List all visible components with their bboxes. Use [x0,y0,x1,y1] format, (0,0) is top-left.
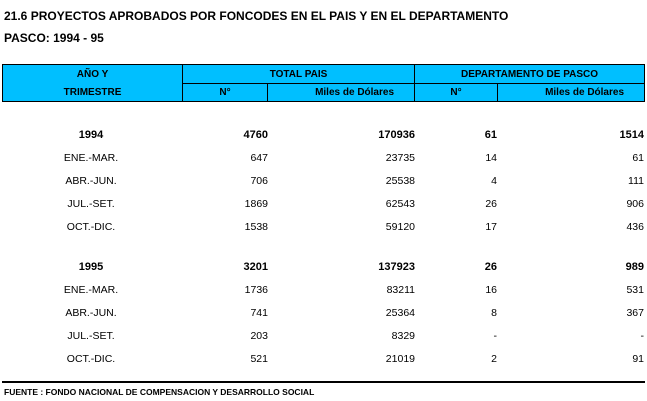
table-row [0,171,647,191]
cell-miles-pais: 25364 [385,307,415,319]
cell-miles-pais: 59120 [385,221,415,233]
row-label: ENE.-MAR. [63,284,119,296]
cell-miles-pais: 23735 [385,152,415,164]
table-row [0,257,647,277]
row-label: OCT.-DIC. [66,221,116,233]
cell-n-pasco: 14 [485,152,497,164]
table-row [0,125,647,145]
cell-n-pais: 706 [250,175,268,187]
cell-miles-pasco: 906 [626,198,644,210]
cell-miles-pais: 8329 [391,330,415,342]
cell-n-pais: 741 [250,307,268,319]
cell-miles-pasco: 1514 [619,129,644,141]
cell-n-pasco: 4 [491,175,497,187]
table-subtitle: PASCO: 1994 - 95 [4,31,104,45]
cell-n-pasco: 2 [491,353,497,365]
cell-n-pais: 1736 [244,284,268,296]
cell-n-pasco: 16 [485,284,497,296]
row-label: JUL.-SET. [67,330,115,342]
cell-miles-pasco: 111 [628,175,644,187]
row-label: 1995 [78,261,104,273]
row-label: ABR.-JUN. [65,175,117,187]
header-n-pasco: N° [450,87,462,98]
table-row [0,326,647,346]
header-total-pais: TOTAL PAIS [269,68,328,80]
table-row [0,280,647,300]
cell-n-pais: 4760 [243,129,268,141]
cell-miles-pais: 83211 [386,284,415,296]
table-title: 21.6 PROYECTOS APROBADOS POR FONCODES EN EL PAIS Y EN EL DEPARTAMENTO [4,9,509,23]
cell-miles-pasco: 367 [626,307,644,319]
row-label: OCT.-DIC. [66,353,116,365]
cell-n-pasco: 8 [491,307,497,319]
source-note: FUENTE : FONDO NACIONAL DE COMPENSACION Y DESARROLLO SOCIAL [4,387,315,397]
cell-n-pais: 203 [250,330,268,342]
cell-n-pasco: 61 [484,129,497,141]
table-row [0,194,647,214]
cell-n-pais: 521 [250,353,268,365]
cell-n-pais: 647 [250,152,268,164]
cell-n-pasco: 26 [484,261,497,273]
cell-n-pasco: - [493,330,497,342]
cell-miles-pasco: 61 [632,152,644,164]
header-miles-pais: Miles de Dólares [315,87,394,98]
cell-miles-pais: 21019 [385,353,415,365]
header-miles-pasco: Miles de Dólares [545,87,624,98]
row-label: 1994 [78,129,104,141]
header-year-label: AÑO Y [76,68,109,80]
row-label: JUL.-SET. [67,198,115,210]
row-label: ABR.-JUN. [65,307,117,319]
table-bottom-rule [2,381,645,383]
cell-miles-pais: 25538 [385,175,415,187]
cell-n-pais: 3201 [243,261,268,273]
cell-miles-pasco: 436 [626,221,644,233]
cell-n-pais: 1538 [244,221,268,233]
table-row [0,217,647,237]
cell-n-pasco: 26 [485,198,497,210]
cell-miles-pasco: - [640,330,644,342]
cell-miles-pais: 62543 [385,198,415,210]
header-departamento-pasco: DEPARTAMENTO DE PASCO [460,68,599,80]
header-quarter-label: TRIMESTRE [63,86,122,98]
header-n-pais: N° [219,87,231,98]
cell-miles-pais: 137923 [378,261,415,273]
table-row [0,148,647,168]
row-label: ENE.-MAR. [63,152,119,164]
cell-miles-pasco: 91 [632,353,644,365]
cell-n-pasco: 17 [485,221,497,233]
cell-n-pais: 1869 [244,198,268,210]
table-header [2,64,645,102]
cell-miles-pais: 170936 [378,129,415,141]
table-row [0,303,647,323]
table-row [0,349,647,369]
cell-miles-pasco: 531 [626,284,644,296]
cell-miles-pasco: 989 [625,261,644,273]
